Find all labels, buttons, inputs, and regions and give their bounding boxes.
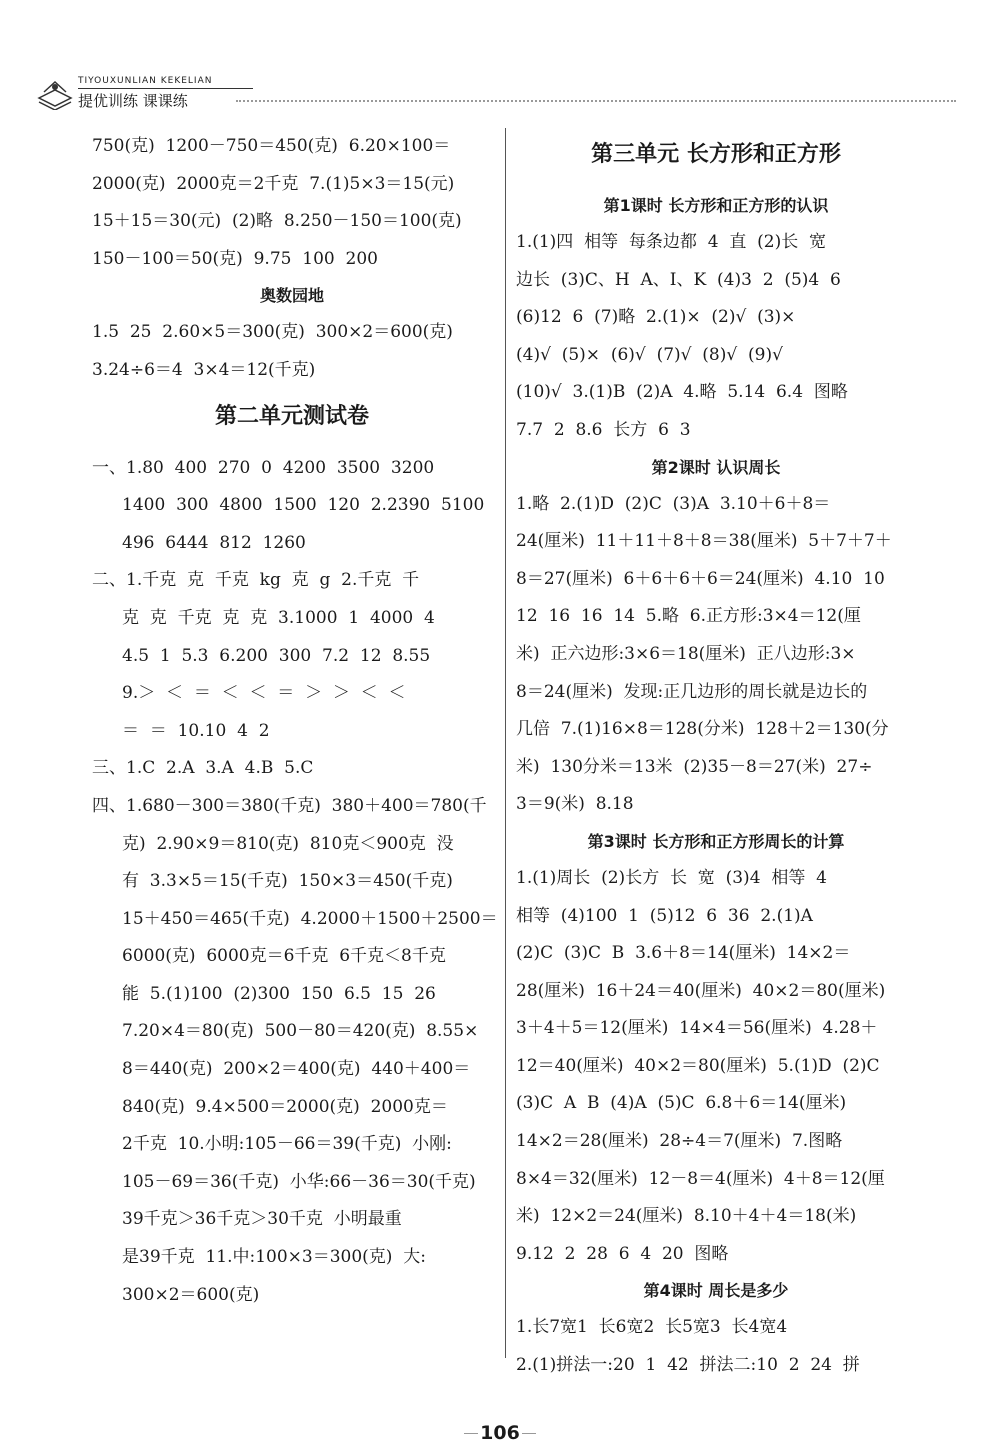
answer-line: 3.24÷6＝4 3×4＝12(千克) <box>92 359 316 380</box>
answer-line: 米) 130分米＝13米 (2)35－8＝27(米) 27÷ <box>516 756 873 777</box>
answer-line: 3＝9(米) 8.18 <box>516 794 634 815</box>
column-divider <box>505 128 506 1358</box>
unit-test-title: 第二单元测试卷 <box>214 403 369 429</box>
answer-line: 6000(克) 6000克＝6千克 6千克＜8千克 <box>122 946 446 967</box>
header-rule <box>78 88 253 89</box>
header-pinyin: TIYOUXUNLIAN KEKELIAN <box>78 76 213 86</box>
lesson-2-title: 第2课时 认识周长 <box>651 457 781 477</box>
answer-line: (10)√ 3.(1)B (2)A 4.略 5.14 6.4 图略 <box>516 382 848 403</box>
olympiad-title: 奥数园地 <box>259 286 324 306</box>
left-top-answers <box>92 128 492 278</box>
answer-line: 39千克＞36千克＞30千克 小明最重 <box>122 1209 402 1230</box>
answer-line: 2000(克) 2000克＝2千克 7.(1)5×3＝15(元) <box>92 173 455 194</box>
lesson-3-title: 第3课时 长方形和正方形周长的计算 <box>587 831 845 851</box>
answer-line: 1.略 2.(1)D (2)C (3)A 3.10＋6＋8＝ <box>516 493 831 514</box>
answer-line: 105－69＝36(千克) 小华:66－36＝30(千克) <box>122 1171 476 1192</box>
answer-line: (3)C A B (4)A (5)C 6.8＋6＝14(厘米) <box>516 1093 847 1114</box>
answer-line: 1.长7宽1 长6宽2 长5宽3 长4宽4 <box>516 1317 788 1338</box>
answer-line: (4)√ (5)× (6)√ (7)√ (8)√ (9)√ <box>516 344 783 365</box>
answer-line: 300×2＝600(克) <box>122 1284 260 1305</box>
page-header <box>36 72 956 118</box>
answer-line: 24(厘米) 11＋11＋8＋8＝38(厘米) 5＋7＋7＋ <box>516 531 892 552</box>
answer-line: ＝ ＝ 10.10 4 2 <box>122 720 270 741</box>
answer-line: 7.20×4＝80(克) 500－80＝420(克) 8.55× <box>122 1021 479 1042</box>
answer-line: (2)C (3)C B 3.6＋8＝14(厘米) 14×2＝ <box>516 943 851 964</box>
answer-line: 四、1.680－300＝380(千克) 380＋400＝780(千 <box>92 795 487 816</box>
lesson-4-answers <box>516 1309 916 1384</box>
answer-line: 1.(1)周长 (2)长方 长 宽 (3)4 相等 4 <box>516 867 827 888</box>
unit-test-answers <box>92 450 498 1315</box>
answer-line: 米) 12×2＝24(厘米) 8.10＋4＋4＝18(米) <box>516 1206 857 1227</box>
answer-line: 8＝24(厘米) 发现:正几边形的周长就是边长的 <box>516 681 868 702</box>
answer-line: 1.5 25 2.60×5＝300(克) 300×2＝600(克) <box>92 322 453 343</box>
answer-line: 克 克 千克 克 克 3.1000 1 4000 4 <box>122 607 435 628</box>
lesson-3-answers <box>516 860 916 1274</box>
answer-line: 7.7 2 8.6 长方 6 3 <box>516 419 691 440</box>
answer-line: 12＝40(厘米) 40×2＝80(厘米) 5.(1)D (2)C <box>516 1055 880 1076</box>
answer-line: 相等 (4)100 1 (5)12 6 36 2.(1)A <box>516 905 813 926</box>
answer-line: 9.＞ ＜ ＝ ＜ ＜ ＝ ＞ ＞ ＜ ＜ <box>122 683 406 704</box>
answer-line: 克) 2.90×9＝810(克) 810克＜900克 没 <box>122 833 454 854</box>
answer-line: 150－100＝50(克) 9.75 100 200 <box>92 248 378 269</box>
lesson-1-answers <box>516 224 916 450</box>
answer-line: 8×4＝32(厘米) 12－8＝4(厘米) 4＋8＝12(厘 <box>516 1168 885 1189</box>
answer-line: 8＝27(厘米) 6＋6＋6＋6＝24(厘米) 4.10 10 <box>516 568 885 589</box>
lesson-2-answers <box>516 486 916 824</box>
answer-line: 有 3.3×5＝15(千克) 150×3＝450(千克) <box>122 871 453 892</box>
answer-line: 1400 300 4800 1500 120 2.2390 5100 <box>122 495 485 516</box>
answer-line: 1.(1)四 相等 每条边都 4 直 (2)长 宽 <box>516 232 827 252</box>
answer-line: 9.12 2 28 6 4 20 图略 <box>516 1243 729 1264</box>
answer-line: 2.(1)拼法一:20 1 42 拼法二:10 2 24 拼 <box>516 1355 860 1376</box>
header-dotted-rule <box>236 100 956 102</box>
page-number: 106 <box>470 1422 530 1444</box>
answer-line: 28(厘米) 16＋24＝40(厘米) 40×2＝80(厘米) <box>516 980 886 1001</box>
answer-line: 一、1.80 400 270 0 4200 3500 3200 <box>92 457 435 478</box>
answer-line: 三、1.C 2.A 3.A 4.B 5.C <box>92 758 314 779</box>
left-column <box>92 128 498 1314</box>
header-brand: 提优训练 课课练 <box>78 92 188 110</box>
answer-line: 几倍 7.(1)16×8＝128(分米) 128＋2＝130(分 <box>516 719 889 740</box>
answer-line: 15＋450＝465(千克) 4.2000＋1500＋2500＝ <box>122 908 498 929</box>
lesson-1-title: 第1课时 长方形和正方形的认识 <box>603 196 829 215</box>
answer-line: 8＝440(克) 200×2＝400(克) 440＋400＝ <box>122 1059 471 1080</box>
answer-line: 二、1.千克 克 千克 kg 克 g 2.千克 千 <box>92 570 420 591</box>
answer-line: 12 16 16 14 5.略 6.正方形:3×4＝12(厘 <box>516 606 861 627</box>
answer-line: 3＋4＋5＝12(厘米) 14×4＝56(厘米) 4.28＋ <box>516 1018 878 1039</box>
answer-line: 4.5 1 5.3 6.200 300 7.2 12 8.55 <box>122 645 431 666</box>
olympiad-answers <box>92 314 492 389</box>
answer-line: 边长 (3)C、H A、I、K (4)3 2 (5)4 6 <box>516 269 841 290</box>
answer-line: 750(克) 1200－750＝450(克) 6.20×100＝ <box>92 136 451 156</box>
answer-line: 2千克 10.小明:105－66＝39(千克) 小刚: <box>122 1134 452 1155</box>
answer-line: 米) 正六边形:3×6＝18(厘米) 正八边形:3× <box>516 643 856 664</box>
answer-line: 能 5.(1)100 (2)300 150 6.5 15 26 <box>122 983 436 1004</box>
answer-line: 是39千克 11.中:100×3＝300(克) 大: <box>122 1247 426 1268</box>
book-stack-icon <box>36 78 74 110</box>
answer-line: 496 6444 812 1260 <box>122 532 306 553</box>
answer-line: 15＋15＝30(元) (2)略 8.250－150＝100(克) <box>92 211 462 232</box>
answer-line: 14×2＝28(厘米) 28÷4＝7(厘米) 7.图略 <box>516 1131 843 1152</box>
answer-line: 840(克) 9.4×500＝2000(克) 2000克＝ <box>122 1096 448 1117</box>
right-column <box>516 128 916 1385</box>
lesson-4-title: 第4课时 周长是多少 <box>643 1281 789 1301</box>
unit-three-title: 第三单元 长方形和正方形 <box>591 142 841 167</box>
answer-line: (6)12 6 (7)略 2.(1)× (2)√ (3)× <box>516 307 796 328</box>
